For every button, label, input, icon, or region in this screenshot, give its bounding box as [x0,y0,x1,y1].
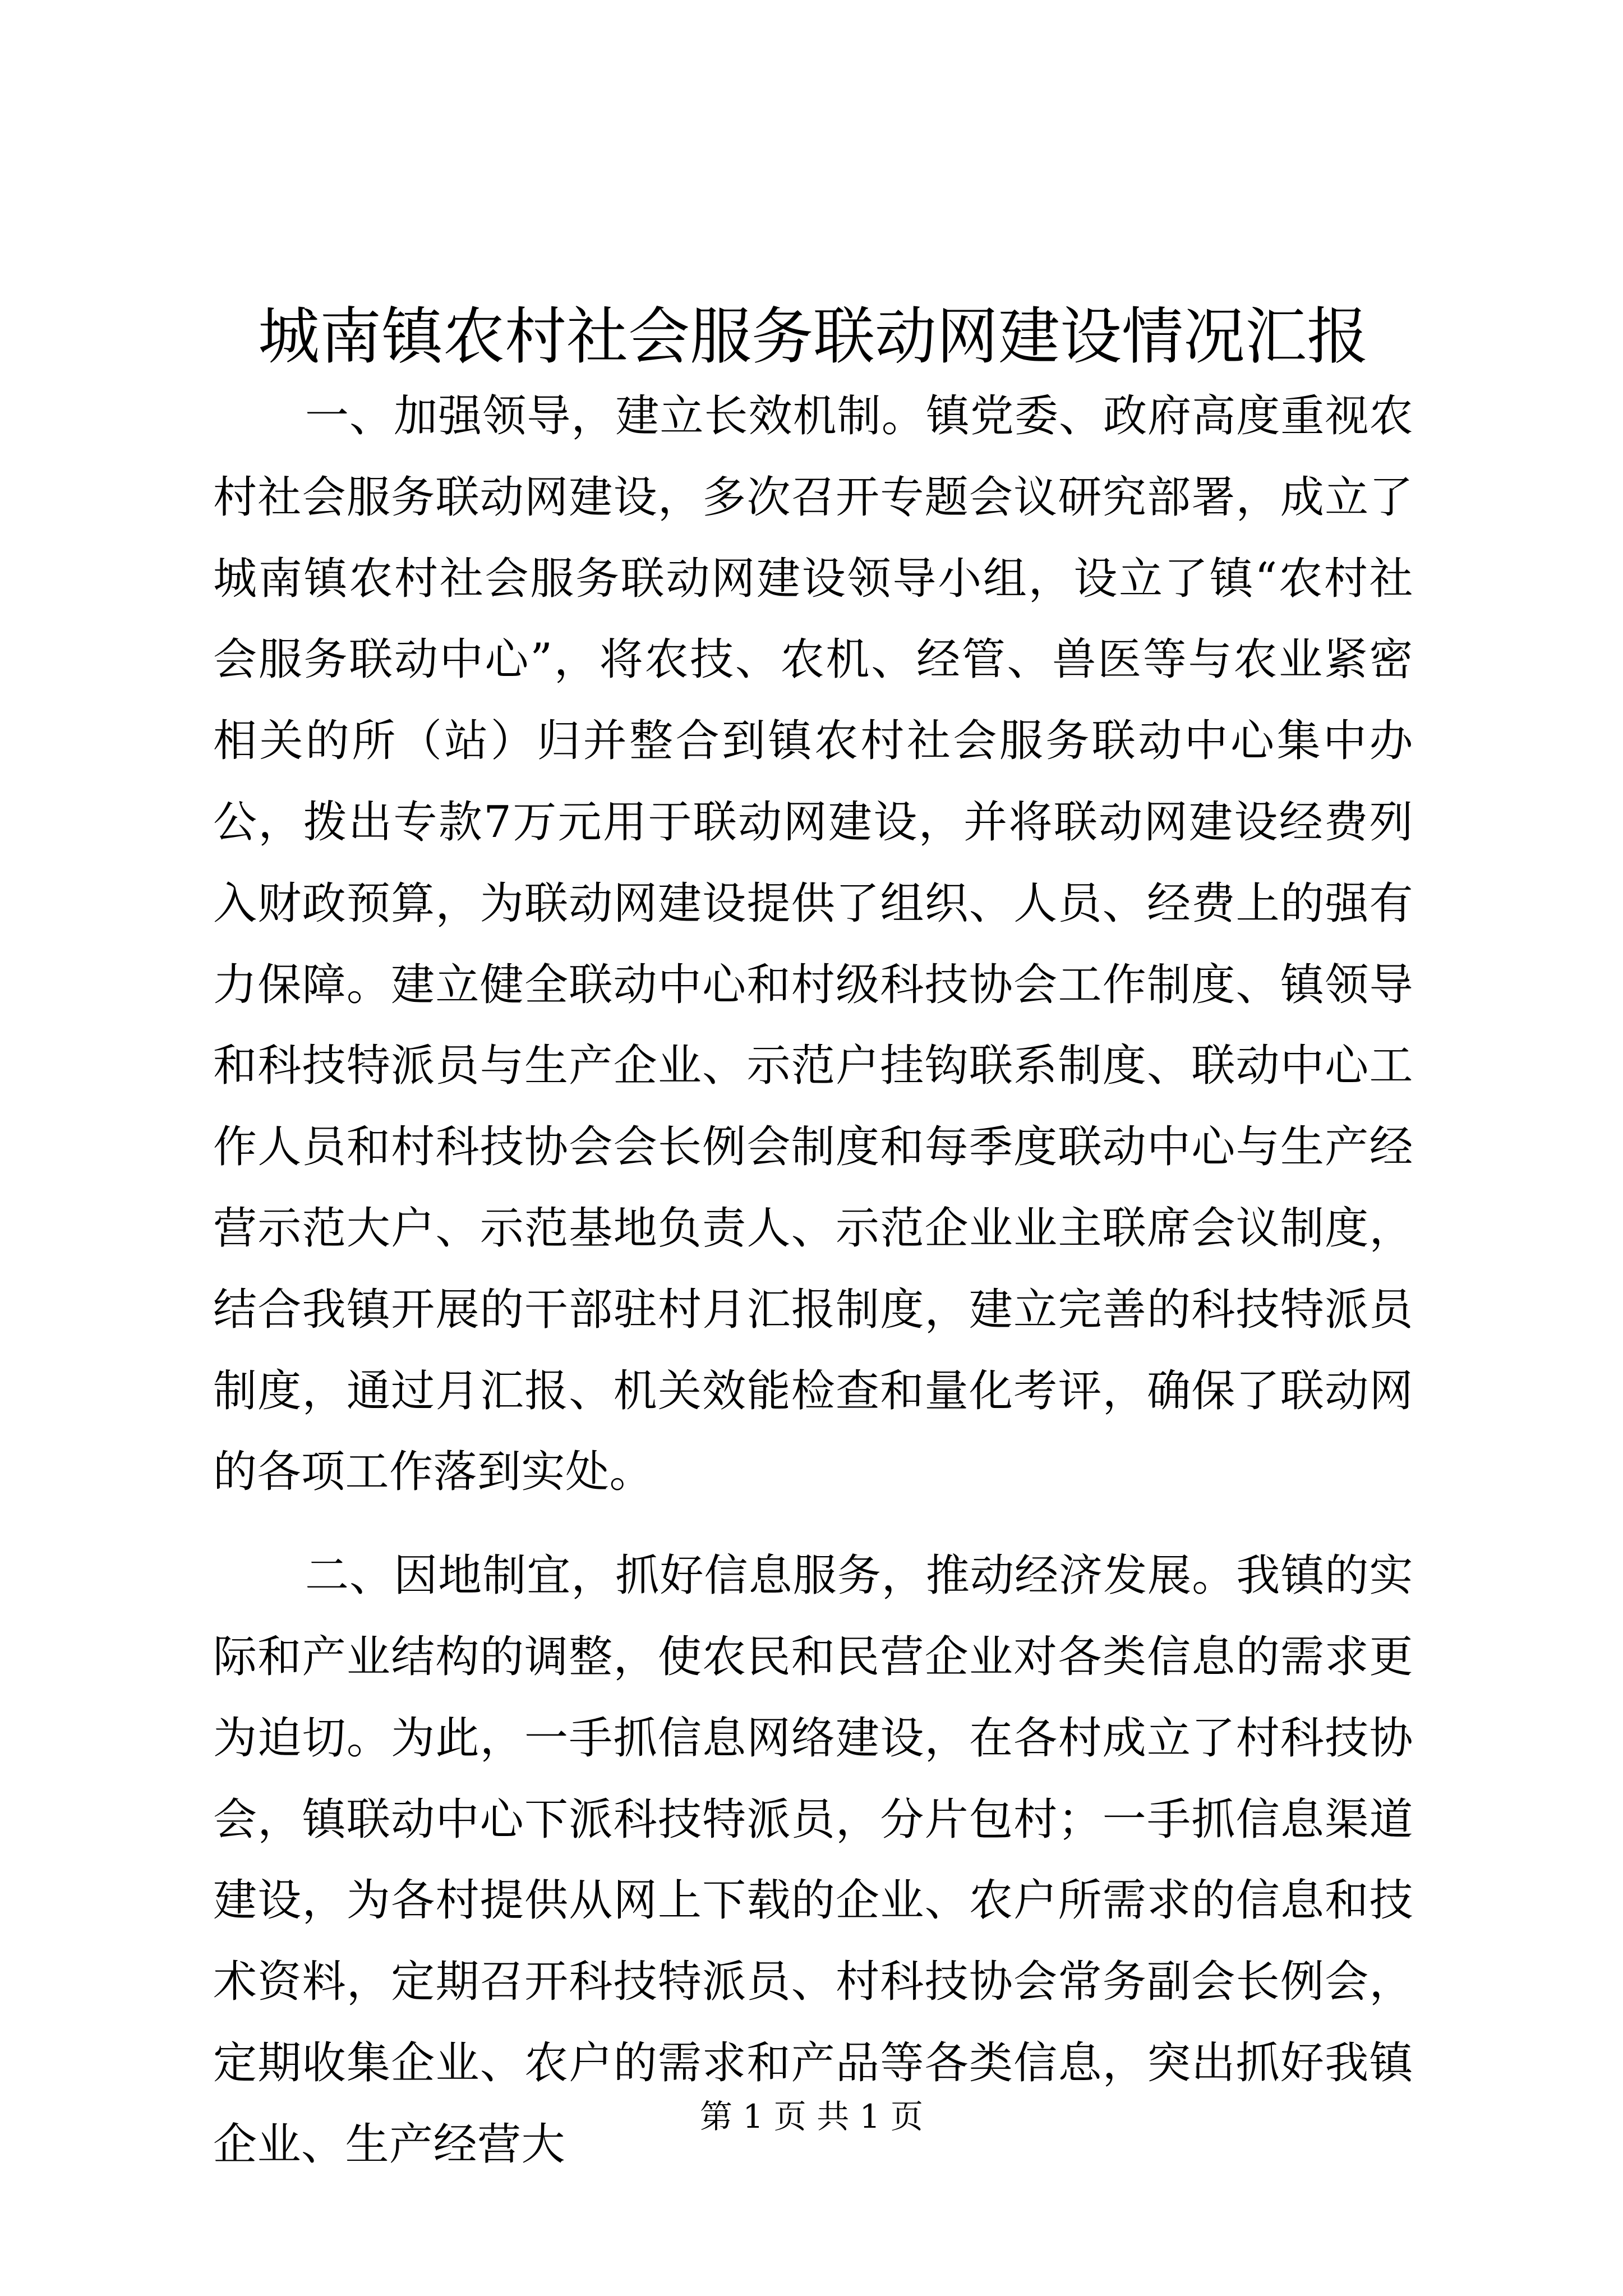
document-body [213,376,1413,2208]
paragraph-2: 二、因地制宜，抓好信息服务，推动经济发展。我镇的实际和产业结构的调整，使农民和民营企业对各类信息的需求更为迫切。为此，一手抓信息网络建设，在各村成立了村科技协会，镇联动中心下派科技特派员，分片包村；一手抓信息渠道建设，为各村提供从网上下载的企业、农户所需求的信息和技术资料，定期召开科技特派员、村科技协会常务副会长例会，定期收集企业、农户的需求和产品等各类信息，突出抓好我镇企业、生产经营大 [213,1550,1413,2170]
paragraph-1: 一、加强领导，建立长效机制。镇党委、政府高度重视农村社会服务联动网建设，多次召开专题会议研究部署，成立了城南镇农村社会服务联动网建设领导小组，设立了镇“农村社会服务联动中心”，将农技、农机、经管、兽医等与农业紧密相关的所（站）归并整合到镇农村社会服务联动中心集中办公，拨出专款7万元用于联动网建设，并将联动网建设经费列入财政预算，为联动网建设提供了组织、人员、经费上的强有力保障。建立健全联动中心和村级科技协会工作制度、镇领导和科技特派员与生产企业、示范户挂钩联系制度、联动中心工作人员和村科技协会会长例会制度和每季度联动中心与生产经营示范大户、示范基地负责人、示范企业业主联席会议制度，结合我镇开展的干部驻村月汇报制度，建立完善的科技特派员制度，通过月汇报、机关效能检查和量化考评，确保了联动网的各项工作落到实处。 [213,391,1413,1498]
page-number-label: 第 1 页 共 1 页 [700,2097,923,2136]
page-footer [0,2097,1623,2136]
document-title: 城南镇农村社会服务联动网建设情况汇报 [258,301,1368,372]
